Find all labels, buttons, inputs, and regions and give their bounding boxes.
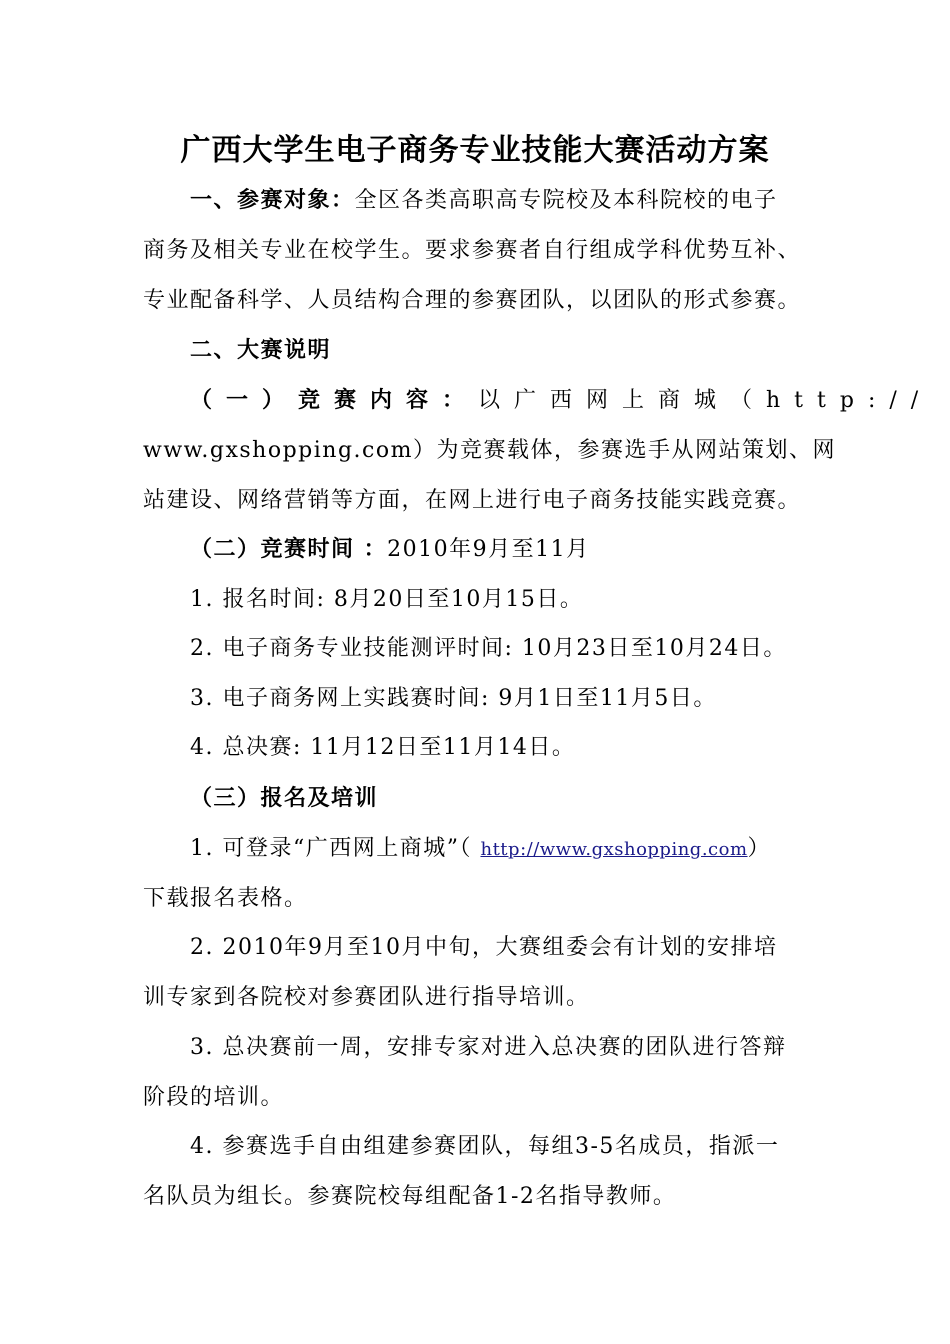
sub3-item1-line1	[190, 829, 823, 870]
sub3-item3-line1: 3. 总决赛前一周，安排专家对进入总决赛的团队进行答辩	[190, 1035, 787, 1060]
section1-line2: 商务及相关专业在校学生。要求参赛者自行组成学科优势互补、	[143, 238, 802, 263]
sub3-item1-suffix: ）	[747, 836, 772, 861]
sub1-heading: （一）竞赛内容：	[190, 388, 479, 413]
sub1-line1	[190, 381, 933, 421]
sub3-item3-line2: 阶段的培训。	[143, 1085, 285, 1110]
section1-line1	[190, 181, 823, 221]
sub2-item-4: 4. 总决赛: 11月12日至11月14日。	[190, 735, 576, 760]
sub2-item-1: 1. 报名时间: 8月20日至10月15日。	[190, 587, 584, 612]
sub1-line1-text: 以广西网上商城（http://	[478, 388, 933, 413]
sub3-item4-line2: 名队员为组长。参赛院校每组配备1-2名指导教师。	[143, 1184, 677, 1209]
section1-heading: 一、参赛对象：	[190, 188, 355, 213]
sub3-heading: （三）报名及培训	[190, 786, 379, 811]
sub2-item-2: 2. 电子商务专业技能测评时间: 10月23日至10月24日。	[190, 636, 787, 661]
sub1-line2: www.gxshopping.com）为竞赛载体，参赛选手从网站策划、网	[143, 438, 836, 463]
sub3-item1-prefix: 1. 可登录“广西网上商城”（	[190, 836, 481, 861]
sub3-item4-line1: 4. 参赛选手自由组建参赛团队，每组3-5名成员，指派一	[190, 1134, 780, 1159]
sub3-item2-line2: 训专家到各院校对参赛团队进行指导培训。	[143, 985, 590, 1010]
sub2-heading: （二）竞赛时间 ：	[190, 537, 388, 562]
sub2-heading-line	[190, 530, 823, 570]
section1-line1-text: 全区各类高职高专院校及本科院校的电子	[354, 188, 778, 213]
gxshopping-link[interactable]: http://www.gxshopping.com	[480, 839, 748, 860]
section2-heading: 二、大赛说明	[190, 338, 332, 363]
section1-line3: 专业配备科学、人员结构合理的参赛团队，以团队的形式参赛。	[143, 288, 802, 313]
sub3-item1-line2: 下载报名表格。	[143, 886, 308, 911]
sub2-heading-value: 2010年9月至11月	[387, 537, 590, 562]
document-title: 广西大学生电子商务专业技能大赛活动方案	[180, 133, 770, 168]
sub2-item-3: 3. 电子商务网上实践赛时间: 9月1日至11月5日。	[190, 686, 717, 711]
sub1-line3: 站建设、网络营销等方面，在网上进行电子商务技能实践竞赛。	[143, 488, 802, 513]
sub3-item2-line1: 2. 2010年9月至10月中旬，大赛组委会有计划的安排培	[190, 935, 778, 960]
